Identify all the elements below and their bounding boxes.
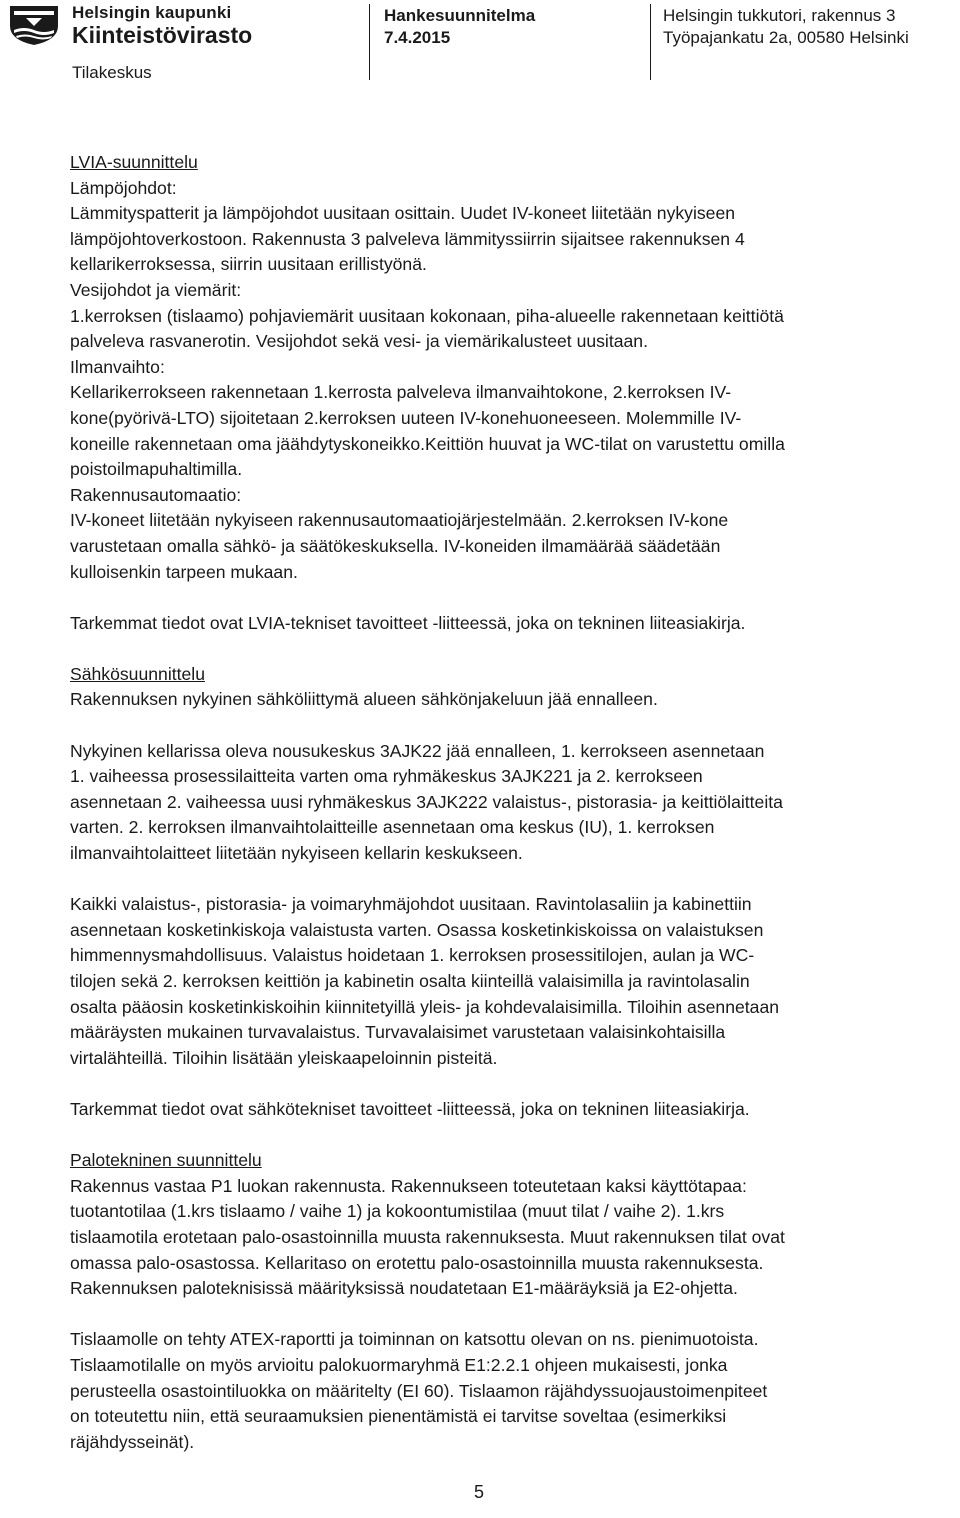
subheading: Vesijohdot ja viemärit: [70,279,242,300]
org-unit: Tilakeskus [72,63,152,82]
text-line: Nykyinen kellarissa oleva nousukeskus 3AJK22 jää ennalleen, 1. kerrokseen asennetaan [70,740,765,761]
text-line: määräysten mukainen turvavalaistus. Turvavalaisimet varustetaan valaisinkohtaisilla [70,1022,726,1043]
text-line: kellarikerroksessa, siirrin uusitaan erillistyönä. [70,254,427,275]
text-line: osalta pääosin kosketinkiskoihin kiinnitetyillä yleis- ja kohdevalaisimilla. Tiloihin asennetaan [70,996,780,1017]
text-line: poistoilmapuhaltimilla. [70,459,243,480]
text-line: Tislaamotilalle on myös arvioitu palokuormaryhmä E1:2.2.1 ohjeen mukaisesti, jonka [70,1354,728,1375]
text-line: koneille rakennetaan oma jäähdytyskoneikko.Keittiön huuvat ja WC-tilat on varustettu omilla [70,433,785,454]
header-divider [650,4,651,80]
text-line: kulloisenkin tarpeen mukaan. [70,561,298,582]
org-name-top: Helsingin kaupunki [72,3,232,22]
text-line: IV-koneet liitetään nykyiseen rakennusautomaatiojärjestelmään. 2.kerroksen IV-kone [70,510,729,531]
section-heading-lvia: LVIA-suunnittelu [70,152,198,172]
subheading: Rakennusautomaatio: [70,484,242,505]
org-name-main: Kiinteistövirasto [72,22,253,48]
section-heading-sahko: Sähkösuunnittelu [70,663,205,684]
text-line: räjähdysseinät). [70,1431,195,1452]
text-line: ilmanvaihtolaitteet liitetään nykyiseen kellarin keskukseen. [70,843,523,864]
header-divider [369,4,370,80]
text-line: tilojen sekä 2. kerroksen keittiön ja kabinetin osalta kiinteillä valaisimilla ja ravintolasalin [70,971,750,991]
text-line: Tislaamolle on tehty ATEX-raportti ja toiminnan on katsottu olevan on ns. pienimuotoista. [70,1329,759,1350]
page-number: 5 [474,1482,485,1502]
page-header [0,0,960,90]
text-line: omassa palo-osastossa. Kellaritaso on erotettu palo-osastoinnilla muusta rakennuksesta. [70,1252,764,1273]
text-line: varustetaan omalla sähkö- ja säätökeskuksella. IV-koneiden ilmamäärää säädetään [70,535,721,556]
text-line: virtalähteillä. Tiloihin lisätään yleiskaapeloinnin pisteitä. [70,1047,498,1068]
document-type: Hankesuunnitelma [384,6,536,25]
text-line: palveleva rasvanerotin. Vesijohdot sekä vesi- ja viemärikalusteet uusitaan. [70,331,648,352]
section-heading-palo: Palotekninen suunnittelu [70,1150,262,1171]
text-line: Kaikki valaistus-, pistorasia- ja voimaryhmäjohdot uusitaan. Ravintolasaliin ja kabinettiin [70,894,752,915]
text-line: kone(pyörivä-LTO) sijoitetaan 2.kerroksen uuteen IV-konehuoneeseen. Molemmille IV- [70,407,742,428]
text-line: Rakennuksen paloteknisissä määrityksissä noudatetaan E1-määräyksiä ja E2-ohjetta. [70,1278,738,1299]
text-line: tuotantotilaa (1.krs tislaamo / vaihe 1) ja kokoontumistilaa (muut tilat / vaihe 2). 1.krs [70,1201,725,1222]
text-line: 1.kerroksen (tislaamo) pohjaviemärit uusitaan kokonaan, piha-alueelle rakennetaan keittiötä [70,305,784,326]
text-line: himmennysmahdollisuus. Valaistus hoidetaan 1. kerroksen prosessitilojen, aulan ja WC- [70,945,755,966]
text-line: on toteutettu niin, että seuraamuksien pienentämistä ei tarvitse soveltaa (esimerkiksi [70,1406,727,1427]
location-line-2: Työpajankatu 2a, 00580 Helsinki [663,28,909,47]
text-line: Rakennus vastaa P1 luokan rakennusta. Rakennukseen toteutetaan kaksi käyttötapaa: [70,1175,747,1196]
text-line: asennetaan kosketinkiskoja valaistusta varten. Osassa kosketinkiskoissa on valaistuksen [70,919,764,940]
subheading: Lämpöjohdot: [70,177,177,198]
text-line: Rakennuksen nykyinen sähköliittymä alueen sähkönjakeluun jää ennalleen. [70,689,658,710]
text-line: asennetaan 2. vaiheessa uusi ryhmäkeskus 3AJK222 valaistus-, pistorasia- ja keittiölaitteita [70,791,783,812]
text-line: Lämmityspatterit ja lämpöjohdot uusitaan osittain. Uudet IV-koneet liitetään nykyiseen [70,203,736,224]
text-line: Tarkemmat tiedot ovat sähkötekniset tavoitteet -liitteessä, joka on tekninen liiteasiakirja. [70,1098,750,1119]
document-date: 7.4.2015 [384,28,451,47]
location-line-1: Helsingin tukkutori, rakennus 3 [663,6,896,25]
subheading: Ilmanvaihto: [70,356,165,377]
document-body [70,150,960,1455]
text-line: Tarkemmat tiedot ovat LVIA-tekniset tavoitteet -liitteessä, joka on tekninen liiteasiakirja. [70,612,746,633]
text-line: 1. vaiheessa prosessilaitteita varten oma ryhmäkeskus 3AJK221 ja 2. kerrokseen [70,766,703,787]
text-line: varten. 2. kerroksen ilmanvaihtolaitteille asennetaan oma keskus (IU), 1. kerroksen [70,817,715,838]
text-line: tislaamotila erotetaan palo-osastoinnilla muusta rakennuksesta. Muut rakennuksen tilat ovat [70,1226,785,1247]
helsinki-crest-logo [4,2,64,46]
text-line: Kellarikerrokseen rakennetaan 1.kerrosta palveleva ilmanvaihtokone, 2.kerroksen IV- [70,382,732,403]
text-line: lämpöjohtoverkostoon. Rakennusta 3 palveleva lämmityssiirrin sijaitsee rakennuksen 4 [70,228,745,249]
text-line: perusteella osastointiluokka on määritelty (EI 60). Tislaamon räjähdyssuojaustoimenpiteet [70,1380,768,1401]
